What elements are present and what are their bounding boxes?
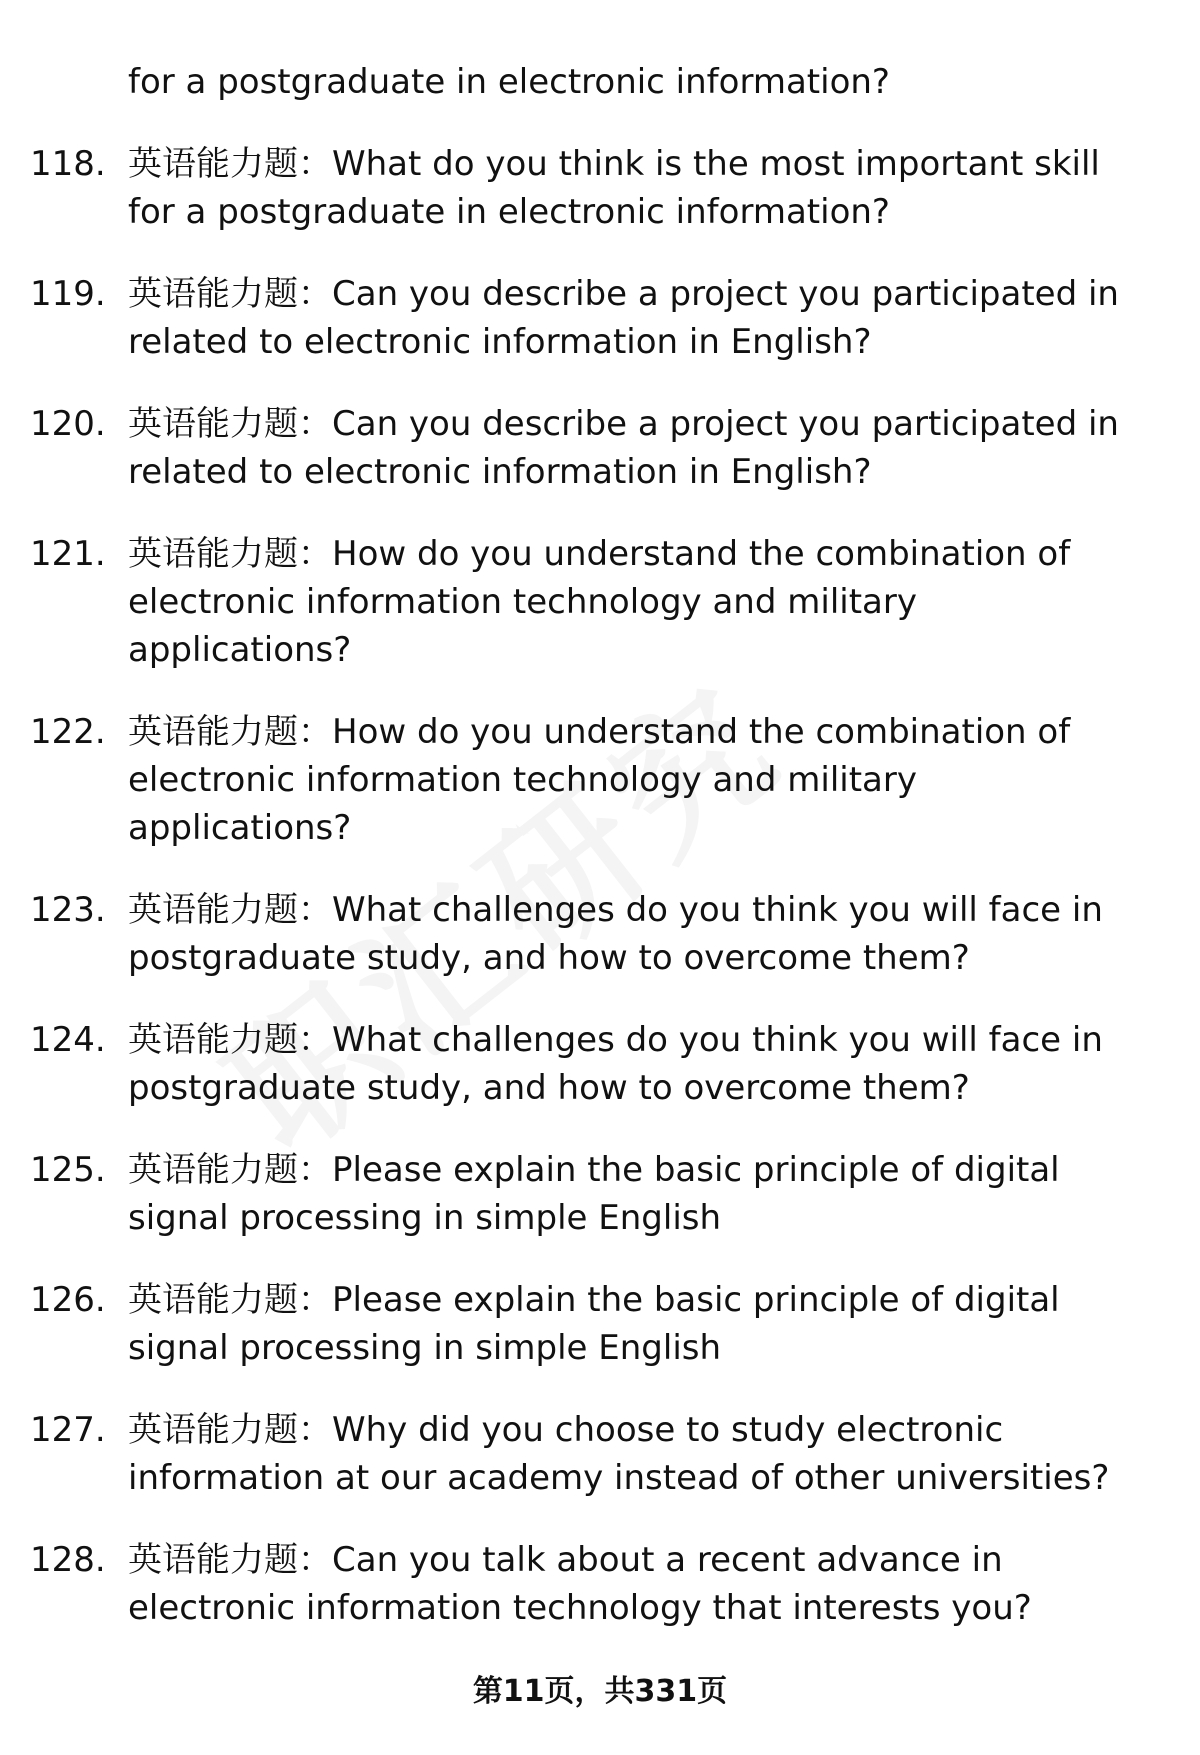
question-text: Please explain the basic principle of digital signal processing in simple English [128, 1150, 1060, 1238]
question-item [0, 1276, 1200, 1372]
question-category-label: 英语能力题： [128, 404, 332, 444]
question-text: Can you talk about a recent advance in electronic information technology that interests you? [128, 1540, 1032, 1628]
question-number: 126. [30, 1280, 106, 1320]
question-number: 124. [30, 1020, 106, 1060]
question-body [128, 1146, 1138, 1242]
question-number: 121. [30, 534, 106, 574]
question-item [0, 530, 1200, 674]
question-item [0, 1016, 1200, 1112]
question-text: What do you think is the most important skill for a postgraduate in electronic information? [128, 144, 1100, 232]
question-number: 119. [30, 274, 106, 314]
question-number: 118. [30, 144, 106, 184]
question-item [0, 270, 1200, 366]
question-body [128, 530, 1138, 674]
question-body [128, 1016, 1138, 1112]
question-number: 128. [30, 1540, 106, 1580]
question-text: Why did you choose to study electronic information at our academy instead of other universities? [128, 1410, 1110, 1498]
question-category-label: 英语能力题： [128, 712, 332, 752]
question-body [128, 1406, 1138, 1502]
page-number-footer: 第11页，共331页 [472, 1674, 728, 1709]
question-number: 125. [30, 1150, 106, 1190]
question-item [0, 1406, 1200, 1502]
question-category-label: 英语能力题： [128, 1280, 332, 1320]
question-item [0, 1536, 1200, 1632]
question-category-label: 英语能力题： [128, 1150, 332, 1190]
question-body [128, 270, 1138, 366]
question-number: 127. [30, 1410, 106, 1450]
question-text: Can you describe a project you participated in related to electronic information in English? [128, 404, 1119, 492]
question-category-label: 英语能力题： [128, 890, 332, 930]
question-number: 120. [30, 404, 106, 444]
question-number: 123. [30, 890, 106, 930]
question-text: What challenges do you think you will face in postgraduate study, and how to overcome them? [128, 1020, 1103, 1108]
question-number: 122. [30, 712, 106, 752]
question-item [0, 708, 1200, 852]
question-text: What challenges do you think you will face in postgraduate study, and how to overcome them? [128, 890, 1103, 978]
question-list [0, 140, 1200, 1666]
question-item [0, 1146, 1200, 1242]
question-body [128, 140, 1138, 236]
question-item [0, 886, 1200, 982]
continued-question-text: for a postgraduate in electronic information? [128, 62, 890, 102]
question-text: Please explain the basic principle of digital signal processing in simple English [128, 1280, 1060, 1368]
question-text: Can you describe a project you participated in related to electronic information in English? [128, 274, 1119, 362]
question-body [128, 1276, 1138, 1372]
question-body [128, 400, 1138, 496]
question-category-label: 英语能力题： [128, 1020, 332, 1060]
question-item [0, 400, 1200, 496]
question-item [0, 140, 1200, 236]
question-category-label: 英语能力题： [128, 144, 332, 184]
question-category-label: 英语能力题： [128, 1410, 332, 1450]
question-text: How do you understand the combination of electronic information technology and military applications? [128, 534, 1071, 670]
question-text: How do you understand the combination of electronic information technology and military applications? [128, 712, 1071, 848]
question-category-label: 英语能力题： [128, 274, 332, 314]
question-category-label: 英语能力题： [128, 534, 332, 574]
question-body [128, 708, 1138, 852]
question-body [128, 886, 1138, 982]
question-category-label: 英语能力题： [128, 1540, 332, 1580]
question-body [128, 1536, 1138, 1632]
